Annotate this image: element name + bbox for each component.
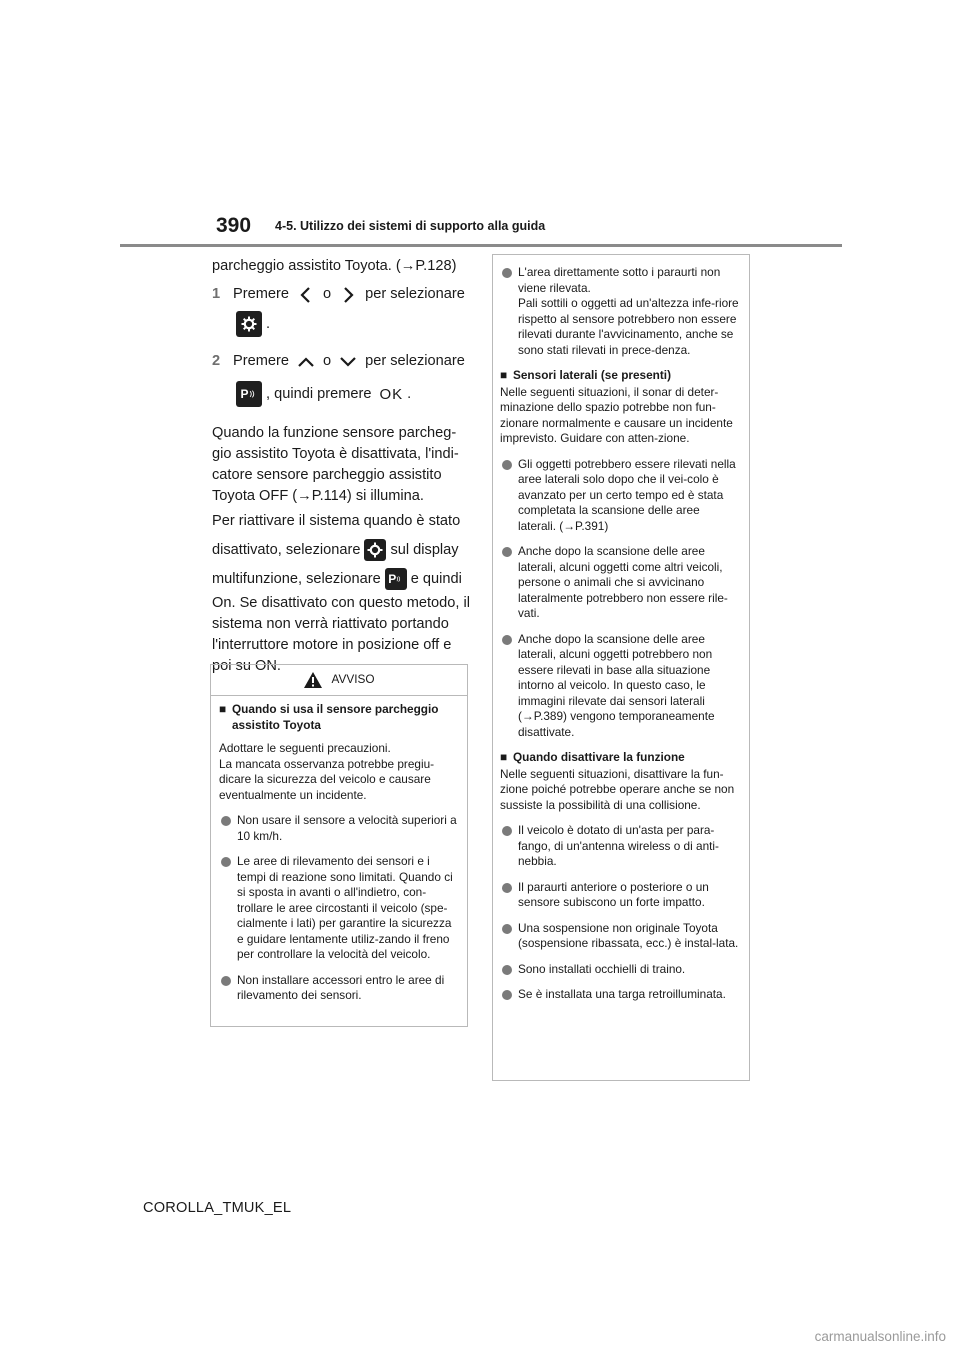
section-title: 4-5. Utilizzo dei sistemi di supporto alla guida xyxy=(275,219,546,233)
paragraph-reactivate-f: On. Se disattivato con questo metodo, il sistema non verrà riattivato portando l'interruttore motore in posizione off e poi su ON. xyxy=(212,595,470,674)
list-item: Le aree di rilevamento dei sensori e i tempi di reazione sono limitati. Quando ci si sposta in avanti o all'indietro, con-trollare le aree circostanti il veicolo (spe-cialmente i lati) per garantire la sicurezza e guidare lentamente utiliz-zando il freno per controllare la velocità del veicolo. xyxy=(219,854,458,963)
bullet-dot-icon xyxy=(221,857,231,867)
paragraph-reactivate-d xyxy=(212,568,470,590)
watermark-link[interactable]: carmanualsonline.info xyxy=(814,1329,946,1344)
step-1-mid: o xyxy=(322,286,332,302)
step-2-post: per selezionare xyxy=(365,353,465,369)
bullet-dot-icon xyxy=(502,990,512,1000)
bullet-dot-icon xyxy=(502,547,512,557)
parking-sensor-icon: P xyxy=(385,568,407,590)
gear-icon xyxy=(364,539,386,561)
chevron-right-icon xyxy=(337,286,359,304)
square-bullet-icon: ■ xyxy=(500,750,508,764)
step-1-line2 xyxy=(236,311,470,337)
step-2-pre: Premere xyxy=(233,353,289,369)
intro-text: parcheggio assistito Toyota. (→P.128) xyxy=(212,258,457,274)
bullet-dot-icon xyxy=(502,965,512,975)
step-1 xyxy=(212,284,470,305)
reactivate-text-d: multifunzione, selezionare xyxy=(212,570,381,587)
step-1-end: . xyxy=(266,315,271,332)
list-item: L'area direttamente sotto i paraurti non viene rilevata. Pali sottili o oggetti ad un'altezza infe-riore rispetto al sensore potrebbero non essere rilevati durante l'avvicinamento, anche se sono stati rilevati in prece-denza. xyxy=(500,265,740,358)
section-side-sensors-intro: Nelle seguenti situazioni, il sonar di deter-minazione dello spazio potrebbe non fun-zionare normalmente e causare un incidente imprevisto. Guidare con atten-zione. xyxy=(500,384,733,445)
section-disable-title: ■ Quando disattivare la funzione xyxy=(500,750,685,764)
warning-title: AVVISO xyxy=(331,672,375,687)
list-item: Il veicolo è dotato di un'asta per para-fango, di un'antenna wireless o di anti-nebbia. xyxy=(500,823,740,870)
chevron-down-icon xyxy=(337,353,359,371)
bullet-dot-icon xyxy=(502,635,512,645)
paragraph-reactivate-b xyxy=(212,539,470,561)
step-2-mid: o xyxy=(322,353,332,369)
step-2-line2-text: , quindi premere xyxy=(266,385,372,402)
bullet-dot-icon xyxy=(221,976,231,986)
step-1-post: per selezionare xyxy=(365,286,465,302)
bullet-dot-icon xyxy=(502,883,512,893)
reactivate-text-b: disattivato, selezionare xyxy=(212,541,361,558)
list-item: Gli oggetti potrebbero essere rilevati nella aree laterali solo dopo che il vei-colo è avanzato per un certo tempo ed è stata completata la scansione delle aree laterali. (→P.391) xyxy=(500,457,740,535)
chevron-left-icon xyxy=(295,286,317,304)
warning-header xyxy=(211,665,467,696)
section-side-sensors-title: ■ Sensori laterali (se presenti) xyxy=(500,368,672,382)
bullet-dot-icon xyxy=(502,826,512,836)
step-1-number: 1 xyxy=(212,286,221,302)
step-2 xyxy=(212,351,470,372)
list-item: Non installare accessori entro le aree di rilevamento dei sensori. xyxy=(219,973,458,1004)
step-2-end: . xyxy=(407,385,412,402)
page-number: 390 xyxy=(216,214,252,237)
list-item: Una sospensione non originale Toyota (sospensione ribassata, ecc.) è instal-lata. xyxy=(500,921,740,952)
step-2-line2 xyxy=(236,381,470,407)
bullet-dot-icon xyxy=(502,460,512,470)
bullet-dot-icon xyxy=(502,924,512,934)
square-bullet-icon: ■ xyxy=(219,702,227,716)
list-item: Se è installata una targa retroilluminata. xyxy=(500,987,740,1003)
list-item: Anche dopo la scansione delle aree laterali, alcuni oggetti potrebbero non essere rilevati in base alla situazione intorno al veicolo. In questo caso, le immagini rilevate dai sensori laterali (→P.389) vengono temporaneamente disattivate. xyxy=(500,632,740,741)
ok-key: OK xyxy=(379,385,404,403)
bullet-dot-icon xyxy=(221,816,231,826)
left-column xyxy=(212,256,470,677)
warning-section-title: ■ Quando si usa il sensore parcheggio assistito Toyota xyxy=(219,702,439,732)
step-1-pre: Premere xyxy=(233,286,289,302)
warning-box xyxy=(210,664,468,1027)
list-item: Il paraurti anteriore o posteriore o un sensore subiscono un forte impatto. xyxy=(500,880,740,911)
header-rule xyxy=(120,244,842,247)
section-disable-intro: Nelle seguenti situazioni, disattivare la fun-zione poiché potrebbe operare anche se non sussiste la possibilità di una collisione. xyxy=(500,766,735,812)
list-item: Sono installati occhielli di traino. xyxy=(500,962,740,978)
step-2-number: 2 xyxy=(212,353,221,369)
reactivate-text-e: e quindi xyxy=(410,570,462,587)
reactivate-text-c: sul display xyxy=(390,541,459,558)
warning-intro: Adottare le seguenti precauzioni. La mancata osservanza potrebbe pregiu-dicare la sicurezza del veicolo e causare eventualmente un incidente. xyxy=(219,741,435,802)
paragraph-off-indicator: Quando la funzione sensore parcheg-gio assistito Toyota è disattivata, l'indi-catore sensore parcheggio assistito Toyota OFF (→P.114) si illumina. xyxy=(212,425,459,504)
warning-triangle-icon xyxy=(303,671,323,689)
gear-icon xyxy=(236,311,262,337)
footer-code: COROLLA_TMUK_EL xyxy=(143,1200,292,1216)
bullet-dot-icon xyxy=(502,268,512,278)
parking-sensor-icon: P xyxy=(236,381,262,407)
right-notes-box xyxy=(492,254,750,1081)
list-item: Anche dopo la scansione delle aree laterali, alcuni oggetti come altri veicoli, persone o animali che si avvicinano lateralmente potrebbero non essere rile-vati. xyxy=(500,544,740,622)
chevron-up-icon xyxy=(295,353,317,371)
paragraph-reactivate-a: Per riattivare il sistema quando è stato xyxy=(212,513,461,529)
square-bullet-icon: ■ xyxy=(500,368,508,382)
list-item: Non usare il sensore a velocità superiori a 10 km/h. xyxy=(219,813,458,844)
